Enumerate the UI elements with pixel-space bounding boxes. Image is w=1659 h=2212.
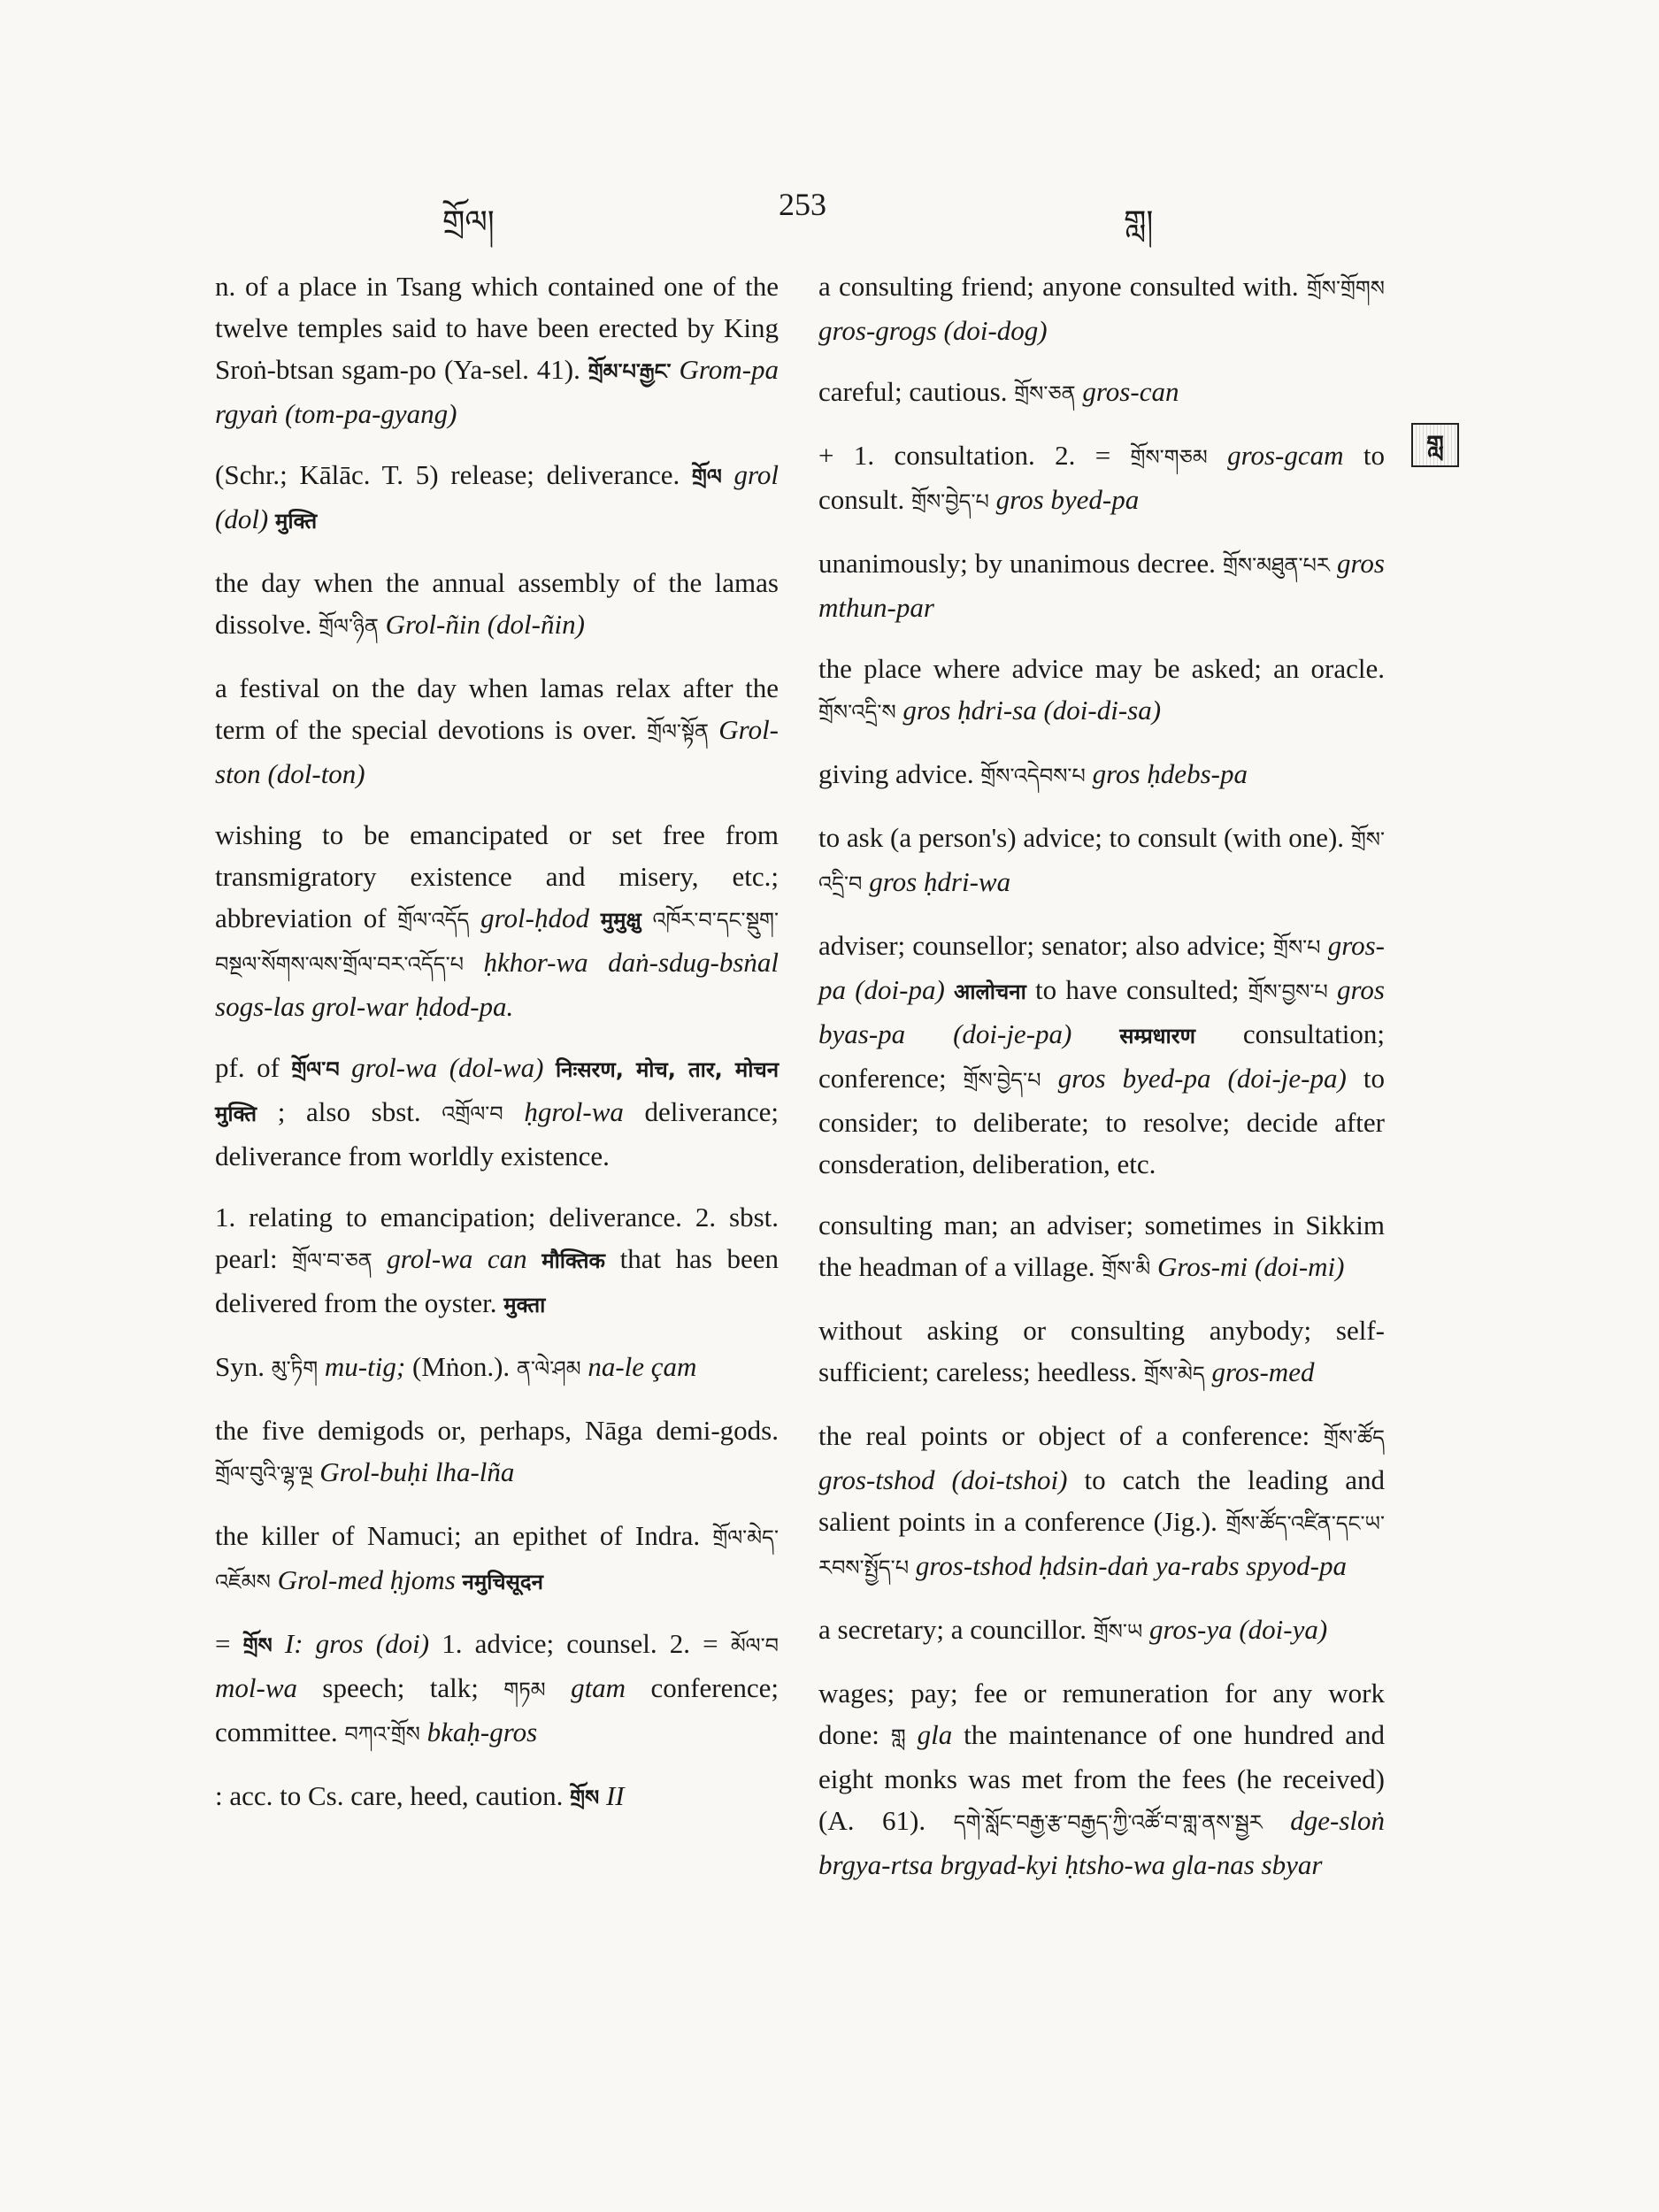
entry-tib: གྲོལ་འདོད — [397, 908, 470, 933]
entry-tib: གྲོལ — [691, 465, 722, 489]
entry-skt: नमुचिसूदन — [462, 1570, 543, 1594]
entry-skt: मुक्ति — [275, 509, 318, 534]
entry-rom: mu-tig; — [324, 1351, 412, 1382]
entry-text: careful; cautious. — [818, 376, 1008, 407]
entry-text: (Schr.; Kālāc. T. 5) release; deliverance. — [215, 459, 680, 490]
entry-tib: གྲོལ་བ་ཅན — [292, 1248, 373, 1273]
entry-text: the killer of Namuci; an epithet of Indra. — [215, 1520, 701, 1551]
dictionary-entry — [818, 925, 1385, 1185]
page-number: 253 — [779, 187, 826, 222]
entry-rom: gros-ya — [1149, 1614, 1233, 1645]
entry-tib: གྲོས — [570, 1786, 600, 1810]
entry-skt: मुक्ता — [503, 1293, 546, 1317]
entry-tib: གྲོས་པ — [1273, 935, 1321, 960]
entry-rom: gros-tshod ḥdsin-daṅ ya-rabs spyod-pa — [915, 1550, 1347, 1581]
entry-text: 1. advice; counsel. 2. = — [442, 1628, 731, 1659]
entry-tib: གྲོས་ཡ — [1093, 1619, 1143, 1644]
entry-tib: གྲོས་མེད — [1143, 1362, 1205, 1386]
entry-pron: (doi-tshoi) — [951, 1464, 1068, 1495]
entry-text: ; also sbst. — [277, 1096, 442, 1127]
entry-text: to ask (a person's) advice; to consult (with one). — [818, 822, 1345, 853]
dictionary-entry — [818, 1609, 1385, 1653]
entry-rom: na-le çam — [588, 1351, 697, 1382]
entry-tib: གྲོས་ཅན — [1014, 381, 1076, 406]
dictionary-entry — [818, 648, 1385, 733]
dictionary-entry — [818, 817, 1385, 905]
entry-tib: བཀའ་གྲོས — [344, 1722, 420, 1747]
entry-pron: (doi-ya) — [1239, 1614, 1328, 1645]
entry-text: consulting man; an adviser; sometimes in Sikkim the headman of a village. — [818, 1210, 1385, 1282]
entry-rom: gros-tshod — [818, 1464, 935, 1495]
entry-rom: gros-grogs — [818, 315, 937, 346]
entry-skt: निःसरण, मोच, तार, मोचन मुक्ति — [215, 1057, 780, 1126]
entry-pron: (dol-ñin) — [487, 609, 585, 640]
entry-tib: གྲོས་གཅམ — [1130, 445, 1208, 470]
dictionary-entry — [818, 1415, 1385, 1589]
dictionary-entry — [215, 454, 779, 542]
entry-rom: ḥgrol-wa — [524, 1096, 624, 1127]
entry-tib: གཏམ — [503, 1678, 546, 1702]
entry-text: without asking or consulting anybody; self-sufficient; careless; heedless. — [818, 1315, 1385, 1387]
entry-skt: आलोचना — [954, 979, 1026, 1004]
entry-tib: གྲོལ་བ — [291, 1057, 340, 1082]
entry-tib: ན་ལེ་ཤམ — [516, 1356, 581, 1381]
entry-tib: གྲོས — [242, 1633, 273, 1658]
entry-pron: (tom-pa-gyang) — [284, 398, 457, 429]
entry-rom: gros byed-pa — [995, 484, 1140, 515]
entry-rom: ḥkhor-wa daṅ-sdug-bsṅal sogs-las grol-war ḥdod-pa. — [215, 947, 780, 1022]
entry-pron: (doi-mi) — [1254, 1251, 1345, 1282]
right-column — [818, 265, 1385, 1905]
entry-text: (Mṅon.). — [411, 1351, 511, 1382]
entry-rom: Gros-mi — [1156, 1251, 1248, 1282]
entry-pron: (doi-di-sa) — [1043, 695, 1162, 726]
entry-tib: གྲོས་ཚོད་འཛིན་དང་ཡ་རབས་སྤྱོད་པ — [818, 1511, 1385, 1580]
entry-rom: gros ḥdri-sa — [902, 695, 1037, 726]
entry-rom: Grol-ston — [215, 714, 780, 789]
entry-tib: གྲོལ་བུའི་ལྷ་ལྔ — [215, 1462, 313, 1486]
entry-tib: འགྲོལ་བ — [442, 1102, 503, 1126]
entry-text: speech; talk; — [322, 1672, 504, 1703]
entry-tib: གྲོས་བྱེད་པ — [911, 489, 989, 514]
entry-tib: གྲོས་གྲོགས — [1306, 276, 1385, 301]
entry-skt: मौक्तिक — [541, 1248, 605, 1273]
entry-pron: (doi) — [375, 1628, 430, 1659]
dictionary-entry — [215, 1346, 779, 1390]
entry-tib: གྲོས་མཐུན་པར — [1223, 553, 1330, 578]
entry-rom: Grol-med ḥjoms — [277, 1564, 456, 1595]
entry-rom: mol-wa — [215, 1672, 297, 1703]
entry-pron: (doi-dog) — [943, 315, 1048, 346]
dictionary-entry — [215, 814, 779, 1027]
entry-text: conference; committee. — [215, 1672, 780, 1747]
entry-pron: (dol-ton) — [267, 758, 365, 789]
entry-rom: gros-can — [1082, 376, 1179, 407]
entry-tib: གླ — [890, 1724, 906, 1749]
entry-mark: + — [818, 440, 854, 471]
entry-text: 1. relating to emancipation; deliverance. 2. sbst. pearl: — [215, 1202, 779, 1274]
entry-text: = — [215, 1628, 243, 1659]
entry-skt: सम्प्रधारण — [1119, 1024, 1195, 1048]
entry-tib: མོལ་བ — [730, 1633, 780, 1658]
entry-tib: འཁོར་བ་དང་སྡུག་བསྔལ་སོགས་ལས་གྲོལ་བར་འདོད་པ — [215, 908, 779, 977]
entry-rom: grol-wa — [351, 1052, 438, 1083]
dictionary-entry — [215, 1623, 779, 1755]
entry-rom: gros byed-pa — [1057, 1063, 1211, 1094]
entry-rom: II — [605, 1780, 625, 1811]
entry-text: a festival on the day when lamas relax after the term of the special devotions is over. — [215, 672, 779, 745]
dictionary-entry — [215, 667, 779, 795]
dictionary-entry — [818, 542, 1385, 628]
entry-text: giving advice. — [818, 758, 974, 789]
entry-pron: (dol-wa) — [449, 1052, 544, 1083]
entry-text: the real points or object of a conference: — [818, 1420, 1324, 1451]
entry-rom: gros ḥdebs-pa — [1092, 758, 1248, 789]
dictionary-entry — [818, 371, 1385, 415]
entry-tib: གྲོས་ཚོད — [1323, 1425, 1385, 1450]
entry-rom: gros ḥdri-wa — [869, 866, 1011, 897]
dictionary-entry — [818, 265, 1385, 351]
entry-rom: gla — [917, 1719, 953, 1750]
entry-text: consultation; conference; — [818, 1018, 1385, 1094]
entry-pron: (doi-je-pa) — [1227, 1063, 1347, 1094]
entry-text: that has been delivered from the oyster. — [215, 1243, 780, 1318]
entry-tib: མུ་ཏིག — [271, 1356, 319, 1381]
dictionary-entry — [818, 1672, 1385, 1886]
entry-rom: dge-sloṅ brgya-rtsa brgyad-kyi ḥtsho-wa gla-nas sbyar — [818, 1805, 1385, 1880]
entry-rom: grol-wa can — [387, 1243, 527, 1274]
entry-text: pf. of — [215, 1052, 292, 1083]
entry-text: to catch the leading and salient points in a conference (Jig.). — [818, 1464, 1385, 1537]
dictionary-entry — [215, 1196, 779, 1326]
running-header-left: གྲོལ། — [442, 204, 495, 240]
entry-tib: གྲོལ་ཉིན — [319, 614, 379, 639]
entry-text: adviser; counsellor; senator; also advice; — [818, 930, 1274, 961]
entry-rom: gros-gcam — [1227, 440, 1344, 471]
entry-tib: གྲོས་འདྲི་ས — [818, 700, 896, 725]
entry-pron: (dol) — [215, 503, 269, 534]
left-column — [215, 265, 779, 1839]
entry-rom: gros-med — [1211, 1356, 1315, 1387]
entry-text: : acc. to Cs. care, heed, caution. — [215, 1780, 564, 1811]
dictionary-entry — [215, 1409, 779, 1495]
entry-skt: मुमुक्षु — [600, 908, 641, 933]
entry-text: wishing to be emancipated or set free from transmigratory existence and misery, etc.; abbreviation of — [215, 819, 779, 933]
dictionary-entry — [215, 1047, 779, 1177]
dictionary-entry — [818, 1204, 1385, 1290]
entry-tib: དགེ་སློང་བརྒྱ་རྩ་བརྒྱད་ཀྱི་འཚོ་བ་གླ་ནས་སྦྱར — [953, 1810, 1263, 1835]
thumb-index-tab: གླ — [1411, 423, 1459, 467]
entry-pron: (doi-pa) — [855, 974, 945, 1005]
entry-rom: bkaḥ-gros — [426, 1717, 538, 1747]
entry-tib: གྲོས་བྱེད་པ — [963, 1068, 1041, 1093]
entry-text: 1. consultation. 2. = — [853, 440, 1131, 471]
entry-rom: grol — [733, 459, 779, 490]
dictionary-entry — [215, 1515, 779, 1603]
entry-tib: གྲོལ་སྟོན — [647, 719, 709, 744]
dictionary-entry — [215, 265, 779, 434]
entry-rom: grol-ḥdod — [480, 902, 589, 933]
entry-rom: gros byas-pa — [818, 974, 1385, 1049]
entry-text: deliverance; deliverance from worldly existence. — [215, 1096, 779, 1171]
entry-rom: gros-pa — [818, 930, 1386, 1005]
entry-text: the day when the annual assembly of the lamas dissolve. — [215, 567, 779, 640]
entry-tib: གྲོས་བྱས་པ — [1248, 979, 1328, 1004]
entry-text: to consult. — [818, 440, 1385, 515]
entry-rom: I: gros — [284, 1628, 364, 1659]
entry-text: n. of a place in Tsang which contained one of the twelve temples said to have been erected by King Sroṅ-btsan sgam-po (Ya-sel. 41). — [215, 271, 779, 385]
dictionary-entry — [818, 434, 1385, 523]
entry-text: wages; pay; fee or remuneration for any work done: — [818, 1678, 1385, 1750]
entry-text: a consulting friend; anyone consulted with. — [818, 271, 1299, 302]
entry-text: unanimously; by unanimous decree. — [818, 548, 1216, 579]
entry-rom: Grom-pa rgyaṅ — [215, 354, 780, 429]
dictionary-entry — [215, 1775, 779, 1819]
dictionary-entry — [215, 562, 779, 648]
entry-tib: གྲོས་འདེབས་པ — [980, 764, 1086, 788]
entry-rom: gtam — [571, 1672, 626, 1703]
dictionary-entry — [818, 753, 1385, 797]
entry-text: to consider; to deliberate; to resolve; decide after consderation, deliberation, etc. — [818, 1063, 1386, 1179]
entry-pron: (doi-je-pa) — [953, 1018, 1072, 1049]
entry-rom: Grol-buḥi lha-lña — [319, 1456, 515, 1487]
entry-rom: Grol-ñin — [385, 609, 480, 640]
entry-text: the five demigods or, perhaps, Nāga demi-gods. — [215, 1415, 779, 1446]
entry-text: the place where advice may be asked; an oracle. — [818, 653, 1385, 684]
entry-tib: གྲོས་མི — [1102, 1256, 1151, 1281]
entry-tib: གྲོས་འདྲི་བ — [818, 827, 1385, 896]
entry-text: a secretary; a councillor. — [818, 1614, 1087, 1645]
entry-tib: གྲོམ་པ་རྒྱང་ — [588, 359, 672, 384]
dictionary-entry — [818, 1310, 1385, 1395]
entry-text: to have consulted; — [1035, 974, 1248, 1005]
entry-rom: gros mthun-par — [818, 548, 1385, 623]
entry-text: the maintenance of one hundred and eight monks was met from the fees (he received) (A. 61). — [818, 1719, 1386, 1836]
entry-text: Syn. — [215, 1351, 272, 1382]
running-header-right: གླ། — [1124, 204, 1154, 240]
entry-tib: གྲོལ་མེད་འཇོམས — [215, 1525, 779, 1594]
